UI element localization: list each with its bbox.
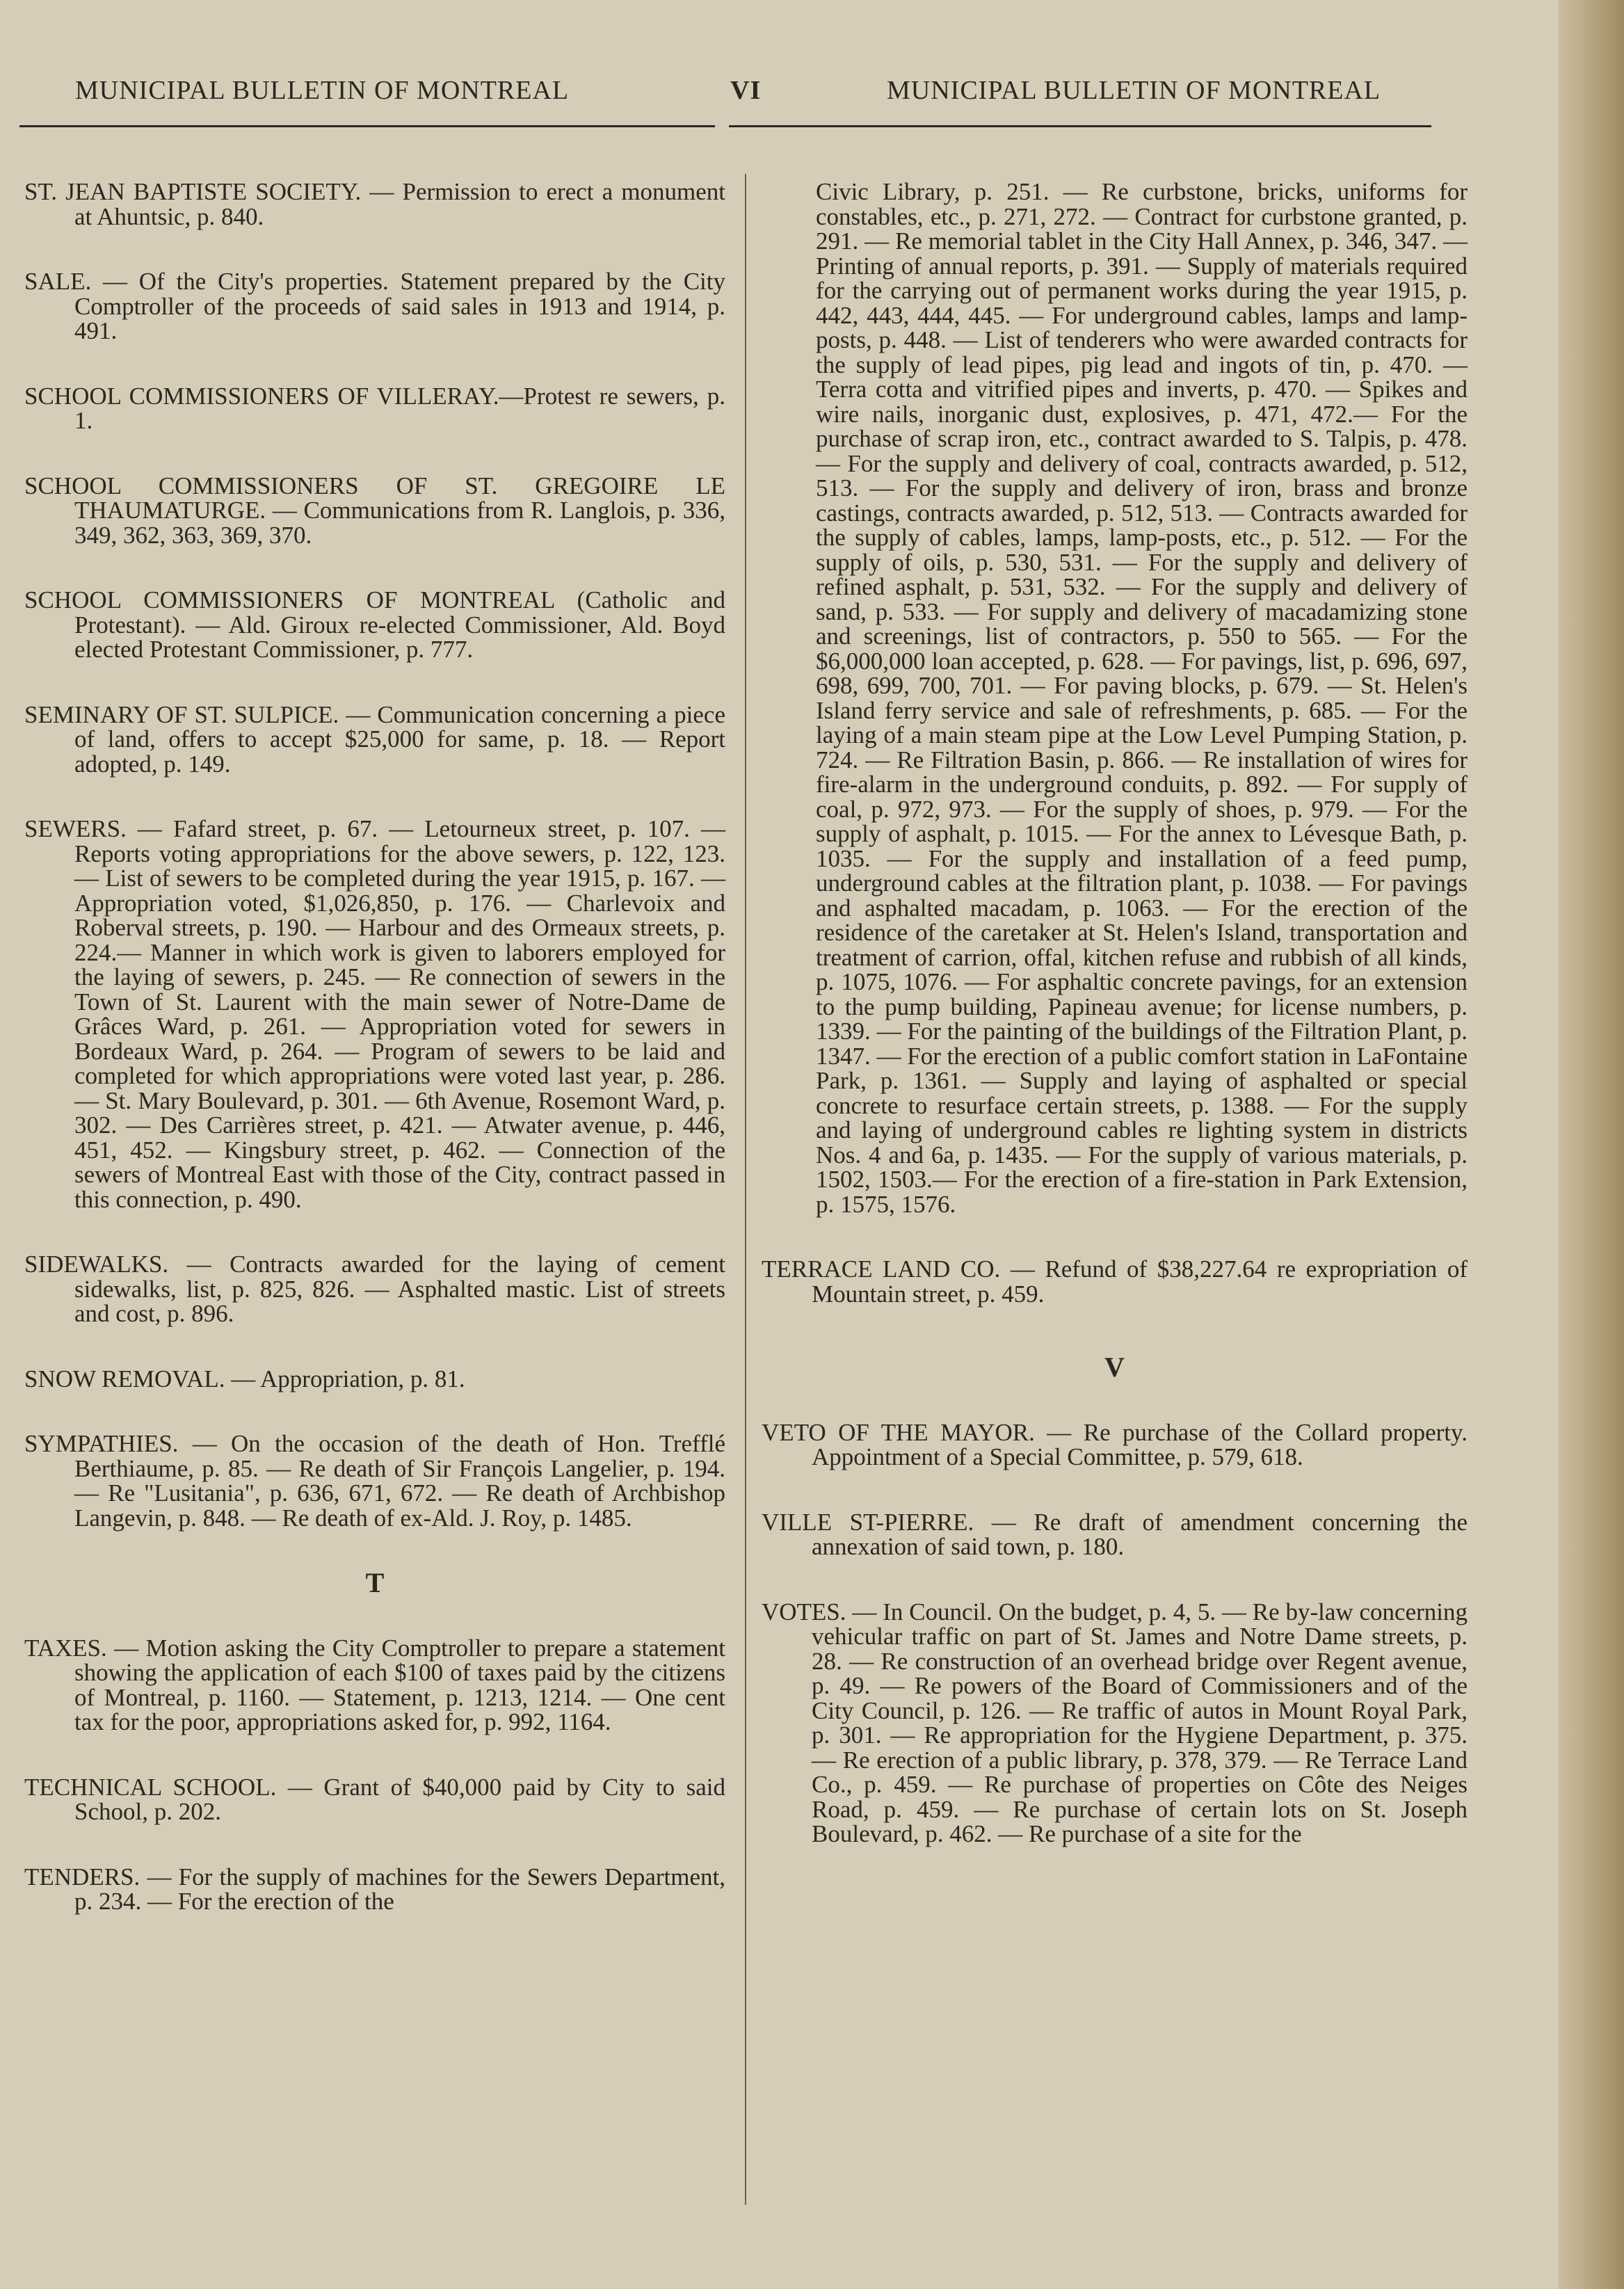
header-rule-left [19, 125, 715, 127]
index-entry: SEWERS. — Fafard street, p. 67. — Letourneux street, p. 107. — Reports voting appropriations for the above sewers, p. 122, 123. — List of sewers to be completed during the year 1915, p. 167. — Appropriation voted, $1,026,850, p. 176. — Charlevoix and Roberval streets, p. 190. — Harbour and des Ormeaux streets, p. 224.— Manner in which work is given to laborers employed for the laying of sewers, p. 245. — Re connection of sewers in the Town of St. Laurent with the main sewer of Notre-Dame de Grâces Ward, p. 261. — Appropriation voted for sewers in Bordeaux Ward, p. 264. — Program of sewers to be laid and completed for which appropriations were voted last year, p. 286. — St. Mary Boulevard, p. 301. — 6th Avenue, Rosemont Ward, p. 302. — Des Carrières street, p. 421. — Atwater avenue, p. 446, 451, 452. — Kingsbury street, p. 462. — Connection of the sewers of Montreal East with those of the City, contract passed in this connection, p. 490. [24, 815, 725, 1213]
header-rule-right [729, 125, 1431, 127]
index-entry: SIDEWALKS. — Contracts awarded for the laying of cement sidewalks, list, p. 825, 826. — Asphalted mastic. List of streets and cost, p. 896. [24, 1251, 725, 1327]
right-column [762, 179, 1468, 1887]
running-header [70, 75, 1433, 117]
index-entry: TAXES. — Motion asking the City Comptroller to prepare a statement showing the application of each $100 of taxes paid by the citizens of Montreal, p. 1160. — Statement, p. 1213, 1214. — One cent tax for the poor, appropriations asked for, p. 992, 1164. [24, 1634, 725, 1735]
index-entry: SNOW REMOVAL. — Appropriation, p. 81. [24, 1365, 465, 1392]
section-letter: V [1104, 1351, 1125, 1383]
index-entry: TENDERS. — For the supply of machines for the Sewers Department, p. 234. — For the erection of the [24, 1863, 725, 1915]
index-entry: SEMINARY OF ST. SULPICE. — Communication concerning a piece of land, offers to accept $25,000 for same, p. 18. — Report adopted, p. 149. [24, 700, 725, 778]
index-entry: VOTES. — In Council. On the budget, p. 4, 5. — Re by-law concerning vehicular traffic on part of St. James and Notre Dame streets, p. 28. — Re construction of an overhead bridge over Regent avenue, p. 49. — Re powers of the Board of Commissioners and of the City Council, p. 126. — Re traffic of autos in Mount Royal Park, p. 301. — Re appropriation for the Hygiene Department, p. 375. — Re erection of a public library, p. 378, 379. — Re Terrace Land Co., p. 459. — Re purchase of properties on Côte des Neiges Road, p. 459. — Re purchase of certain lots on St. Joseph Boulevard, p. 462. — Re purchase of a site for the [762, 1598, 1468, 1847]
header-right-title: MUNICIPAL BULLETIN OF MONTREAL [887, 76, 1381, 105]
index-entry: SCHOOL COMMISSIONERS OF MONTREAL (Catholic and Protestant). — Ald. Giroux re-elected Commissioner, Ald. Boyd elected Protestant Commissioner, p. 777. [24, 586, 725, 663]
index-entry-continued: Civic Library, p. 251. — Re curbstone, bricks, uniforms for constables, etc., p. 271, 272. — Contract for curbstone granted, p. 291. — Re memorial tablet in the City Hall Annex, p. 346, 347. — Printing of annual reports, p. 391. — Supply of materials required for the carrying out of permanent works during the year 1915, p. 442, 443, 444, 445. — For underground cables, lamps and lamp-posts, p. 448. — List of tenderers who were awarded contracts for the supply of lead pipes, pig lead and ingots of tin, p. 470. — Terra cotta and vitrified pipes and inverts, p. 470. — Spikes and wire nails, inorganic dust, explosives, p. 471, 472.— For the purchase of scrap iron, etc., contract awarded to S. Talpis, p. 478. — For the supply and delivery of coal, contracts awarded, p. 512, 513. — For the supply and delivery of iron, brass and bronze castings, contracts awarded, p. 512, 513. — Contracts awarded for the supply of cables, lamps, lamp-posts, etc., p. 512. — For the supply of oils, p. 530, 531. — For the supply and delivery of refined asphalt, p. 531, 532. — For the supply and delivery of sand, p. 533. — For supply and delivery of macadamizing stone and screenings, list of contractors, p. 550 to 565. — For the $6,000,000 loan accepted, p. 628. — For pavings, list, p. 696, 697, 698, 699, 700, 701. — For paving blocks, p. 679. — St. Helen's Island ferry service and sale of refreshments, p. 685. — For the laying of a main steam pipe at the Low Level Pumping Station, p. 724. — Re Filtration Basin, p. 866. — Re installation of wires for fire-alarm in the underground conduits, p. 892. — For supply of coal, p. 972, 973. — For the supply of shoes, p. 979. — For the supply of asphalt, p. 1015. — For the annex to Lévesque Bath, p. 1035. — For the supply and installation of a feed pump, underground cables at the filtration plant, p. 1038. — For pavings and asphalted macadam, p. 1063. — For the erection of the residence of the caretaker at St. Helen's Island, transportation and treatment of carrion, offal, kitchen refuse and rubbish of all kinds, p. 1075, 1076. — For asphaltic concrete pavings, for an extension to the pump building, Papineau avenue; for license numbers, p. 1339. — For the painting of the buildings of the Filtration Plant, p. 1347. — For the erection of a public comfort station in LaFontaine Park, p. 1361. — Supply and laying of asphalted or special concrete to resurface certain streets, p. 1388. — For the supply and laying of underground cables re lighting system in districts Nos. 4 and 6a, p. 1435. — For the supply of various materials, p. 1502, 1503.— For the erection of a fire-station in Park Extension, p. 1575, 1576. [816, 178, 1468, 1218]
index-entry: SCHOOL COMMISSIONERS OF ST. GREGOIRE LE THAUMATURGE. — Communications from R. Langlois, p. 336, 349, 362, 363, 369, 370. [24, 472, 725, 549]
index-entry: ST. JEAN BAPTISTE SOCIETY. — Permission to erect a monument at Ahuntsic, p. 840. [24, 178, 725, 230]
index-entry: VETO OF THE MAYOR. — Re purchase of the Collard property. Appointment of a Special Committee, p. 579, 618. [762, 1418, 1468, 1470]
index-entry: VILLE ST-PIERRE. — Re draft of amendment concerning the annexation of said town, p. 180. [762, 1508, 1468, 1560]
index-entry: TECHNICAL SCHOOL. — Grant of $40,000 paid by City to said School, p. 202. [24, 1773, 725, 1825]
index-entry: SCHOOL COMMISSIONERS OF VILLERAY.—Protest re sewers, p. 1. [24, 382, 725, 434]
section-letter: T [365, 1567, 385, 1598]
column-divider [745, 174, 746, 2205]
left-column [24, 179, 725, 1954]
header-left-title: MUNICIPAL BULLETIN OF MONTREAL [75, 76, 570, 105]
page-edge [1558, 0, 1624, 2289]
index-entry: SYMPATHIES. — On the occasion of the death of Hon. Trefflé Berthiaume, p. 85. — Re death of Sir François Langelier, p. 194. — Re "Lusitania", p. 636, 671, 672. — Re death of Archbishop Langevin, p. 848. — Re death of ex-Ald. J. Roy, p. 1485. [24, 1430, 725, 1532]
page-number: VI [730, 76, 762, 105]
index-entry: TERRACE LAND CO. — Refund of $38,227.64 re expropriation of Mountain street, p. 459. [762, 1255, 1468, 1308]
index-entry: SALE. — Of the City's properties. Statement prepared by the City Comptroller of the proceeds of said sales in 1913 and 1914, p. 491. [24, 268, 725, 344]
